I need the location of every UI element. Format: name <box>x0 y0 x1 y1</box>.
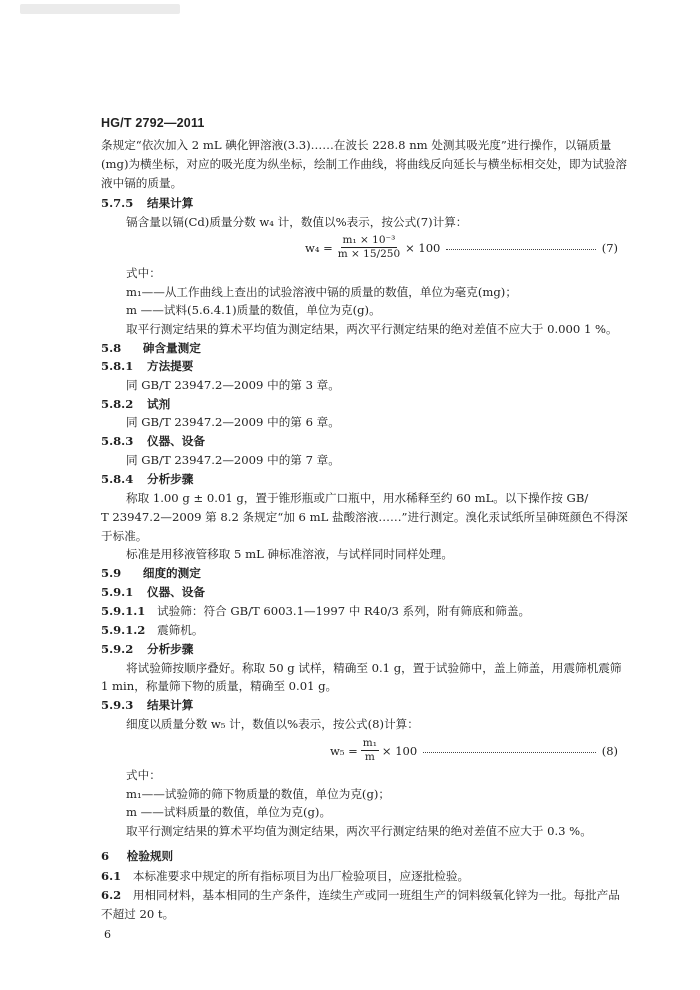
formula-numerator: m₁ <box>362 737 377 749</box>
section-number: 5.8.1 <box>101 359 134 373</box>
text-line: 同 GB/T 23947.2—2009 中的第 3 章。 <box>126 378 340 392</box>
section-heading <box>101 584 205 600</box>
section-number: 5.9 <box>101 566 122 580</box>
section-number: 5.9.3 <box>101 698 134 712</box>
section-number: 5.8.2 <box>101 397 134 411</box>
formula-denominator: m × 15/250 <box>337 248 401 260</box>
section-number: 5.9.1 <box>101 585 134 599</box>
text-line: 同 GB/T 23947.2—2009 中的第 7 章。 <box>126 453 340 467</box>
section-number: 6.2 <box>101 888 122 902</box>
section-heading <box>101 848 173 864</box>
text-line: m₁——试验筛的筛下物质量的数值，单位为克(g)； <box>126 787 390 801</box>
section-heading <box>101 195 193 211</box>
section-heading <box>101 641 193 657</box>
section-title: 分析步骤 <box>146 472 194 486</box>
section-title: 方法提要 <box>146 359 194 373</box>
formula-lhs: w₄ = <box>305 240 333 255</box>
section-number: 5.9.1.1 <box>101 604 146 618</box>
text-line: m ——试料(5.6.4.1)质量的数值，单位为克(g)。 <box>126 303 381 317</box>
equation-number: (7) <box>601 240 618 255</box>
section-item <box>101 603 530 619</box>
formula-7 <box>305 234 618 261</box>
formula-multiplier: × 100 <box>381 743 418 758</box>
section-title: 砷含量测定 <box>142 341 201 355</box>
text-line: m ——试料质量的数值，单位为克(g)。 <box>126 805 332 819</box>
standard-header: HG/T 2792—2011 <box>101 116 205 130</box>
text-line: 同 GB/T 23947.2—2009 中的第 6 章。 <box>126 415 340 429</box>
section-number: 6 <box>101 849 110 863</box>
section-title: 结果计算 <box>146 698 194 712</box>
text-line: 标准是用移液管移取 5 mL 砷标准溶液，与试样同时同样处理。 <box>126 547 453 561</box>
text-line: 称取 1.00 g ± 0.01 g，置于锥形瓶或广口瓶中，用水稀释至约 60 mL。以下操作按 GB/ <box>126 491 589 505</box>
section-heading <box>101 358 193 374</box>
text-line: 1 min，称量筛下物的质量，精确至 0.01 g。 <box>101 679 338 693</box>
section-title: 分析步骤 <box>146 642 194 656</box>
section-heading <box>101 433 205 449</box>
section-title: 仪器、设备 <box>146 434 205 448</box>
section-title: 检验规则 <box>126 849 174 863</box>
formula-fraction <box>361 737 379 764</box>
text-line: 于标准。 <box>101 529 148 543</box>
section-heading <box>101 471 193 487</box>
formula-fraction <box>336 234 402 261</box>
formula-multiplier: × 100 <box>405 240 441 255</box>
text-line: m₁——从工作曲线上查出的试验溶液中镉的质量的数值，单位为毫克(mg)； <box>126 285 517 299</box>
section-heading <box>101 565 201 581</box>
text-line: 式中： <box>126 266 161 280</box>
section-title: 细度的测定 <box>142 566 201 580</box>
text-line: 细度以质量分数 w₅ 计，数值以%表示，按公式(8)计算： <box>126 717 419 731</box>
section-heading <box>101 396 170 412</box>
leader-dots <box>446 249 595 250</box>
section-text: 用相同材料，基本相同的生产条件，连续生产或同一班组生产的饲料级氧化锌为一批。每批产品 <box>132 888 620 902</box>
section-title: 试剂 <box>146 397 171 411</box>
text-line: T 23947.2—2009 第 8.2 条规定“加 6 mL 盐酸溶液……”进行测定。溴化汞试纸所呈砷斑颜色不得深 <box>101 510 628 524</box>
formula-lhs: w₅ = <box>330 743 358 758</box>
text-line: (mg)为横坐标，对应的吸光度为纵坐标，绘制工作曲线，将曲线反向延长与横坐标相交处，即为试验溶 <box>101 157 627 171</box>
section-heading <box>101 697 193 713</box>
section-number: 5.8.3 <box>101 434 134 448</box>
scan-artifact <box>20 4 180 14</box>
section-number: 5.7.5 <box>101 196 134 210</box>
leader-dots <box>423 752 596 753</box>
section-item <box>101 887 620 903</box>
text-line: 条规定“依次加入 2 mL 碘化钾溶液(3.3)……在波长 228.8 nm 处测其吸光度”进行操作，以镉质量 <box>101 138 612 152</box>
section-item <box>101 622 203 638</box>
section-heading <box>101 340 201 356</box>
section-text: 震筛机。 <box>157 623 204 637</box>
section-text: 本标准要求中规定的所有指标项目为出厂检验项目，应逐批检验。 <box>132 869 470 883</box>
text-line: 镉含量以镉(Cd)质量分数 w₄ 计，数值以%表示，按公式(7)计算： <box>126 215 468 229</box>
page-number: 6 <box>104 928 111 941</box>
equation-number: (8) <box>601 743 618 758</box>
text-line: 不超过 20 t。 <box>101 907 175 921</box>
text-line: 取平行测定结果的算术平均值为测定结果，两次平行测定结果的绝对差值不应大于 0.000 1 %。 <box>126 322 618 336</box>
formula-numerator: m₁ × 10⁻³ <box>342 234 396 246</box>
section-item <box>101 868 469 884</box>
text-line: 将试验筛按顺序叠好。称取 50 g 试样，精确至 0.1 g，置于试验筛中，盖上筛盖，用震筛机震筛 <box>126 661 622 675</box>
section-number: 6.1 <box>101 869 122 883</box>
section-title: 结果计算 <box>146 196 194 210</box>
section-number: 5.8.4 <box>101 472 134 486</box>
text-line: 式中： <box>126 768 161 782</box>
section-number: 5.8 <box>101 341 122 355</box>
section-number: 5.9.1.2 <box>101 623 146 637</box>
section-number: 5.9.2 <box>101 642 134 656</box>
formula-denominator: m <box>364 751 375 763</box>
text-line: 液中镉的质量。 <box>101 176 183 190</box>
text-line: 取平行测定结果的算术平均值为测定结果，两次平行测定结果的绝对差值不应大于 0.3 %。 <box>126 824 592 838</box>
section-title: 仪器、设备 <box>146 585 205 599</box>
section-text: 试验筛：符合 GB/T 6003.1—1997 中 R40/3 系列，附有筛底和筛盖。 <box>157 604 531 618</box>
formula-8 <box>330 737 618 764</box>
